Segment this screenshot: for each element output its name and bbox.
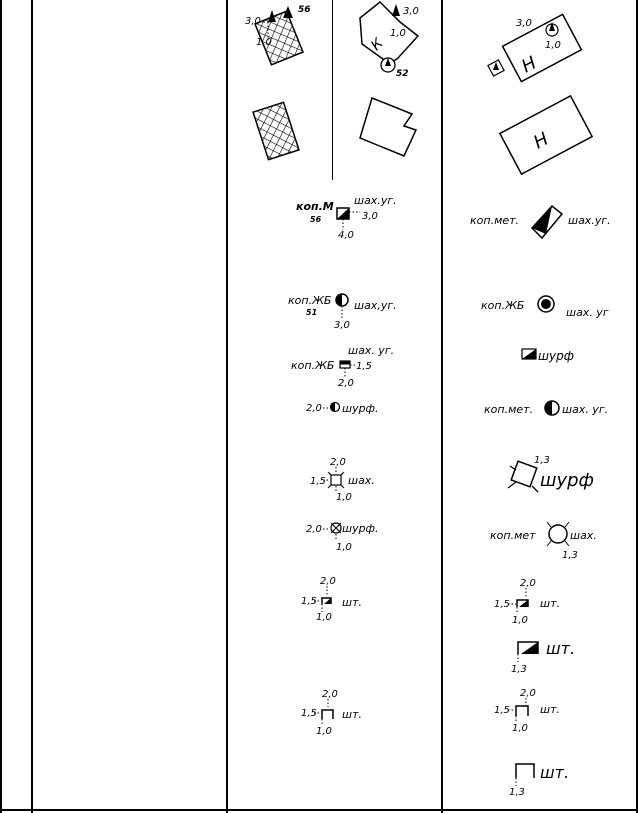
shah-square	[310, 457, 375, 503]
dim-mid: 1,0	[545, 40, 561, 51]
bottom: 1,0	[512, 723, 528, 734]
shaft-jb-symbol-3	[481, 296, 609, 319]
right: шурф.	[342, 402, 379, 415]
bottom: 1,0	[336, 542, 352, 553]
hatched-building-mine	[245, 5, 311, 65]
shaft-jb-half	[291, 344, 394, 389]
top: 2,0	[322, 689, 338, 700]
top: 2,0	[320, 576, 336, 587]
sht-empty-large	[509, 763, 569, 798]
right: шах. уг.	[348, 344, 395, 357]
shurf-symbol	[522, 349, 574, 363]
right: шт.	[546, 639, 576, 658]
building-n-mine	[488, 14, 582, 81]
right: шт.	[540, 597, 560, 610]
letter: К	[368, 35, 387, 54]
shurf-symbol-2	[306, 402, 378, 415]
bottom: 1,3	[562, 550, 578, 561]
gap2: 4,0	[338, 230, 354, 241]
label: коп.мет	[490, 529, 536, 542]
hatched-building	[253, 102, 299, 159]
top: 2,0	[520, 688, 536, 699]
bottom: 1,0	[316, 612, 332, 623]
g1: 1,5	[356, 361, 372, 372]
sht-filled-3	[494, 578, 560, 626]
bottom: 1,0	[336, 492, 352, 503]
bottom: 1,3	[509, 787, 525, 798]
sht-empty-3	[494, 688, 560, 734]
label: коп.М	[296, 200, 334, 213]
gap: 3,0	[334, 320, 350, 331]
dim-top: 3,0	[403, 6, 419, 17]
shaft-jb-symbol	[288, 294, 397, 331]
label: коп.мет.	[484, 403, 534, 416]
top: 2,0	[330, 457, 346, 468]
right: шах,уг.	[354, 299, 397, 312]
bottom: 1,0	[316, 726, 332, 737]
label: коп.мет.	[470, 214, 520, 227]
shurf-cross	[306, 522, 378, 553]
dim-left: 1,0	[256, 37, 272, 48]
right: шт.	[342, 596, 362, 609]
dim-top: 3,0	[516, 18, 532, 29]
right: шт.	[342, 708, 362, 721]
right: шт.	[540, 763, 570, 782]
num: 52	[396, 69, 409, 79]
top: 2,0	[520, 578, 536, 589]
letter: Н	[530, 128, 553, 154]
shaft-met-symbol	[470, 206, 611, 238]
g2: 2,0	[338, 378, 354, 389]
top: 1,3	[534, 455, 550, 466]
bottom: 1,3	[511, 664, 527, 675]
left: 1,5	[494, 705, 510, 716]
shaft-met-half	[484, 401, 608, 416]
right: шах.уг.	[568, 214, 611, 227]
left: 1,5	[494, 599, 510, 610]
right: шах. уг.	[562, 403, 609, 416]
right: шурф.	[342, 522, 379, 535]
sht-empty	[301, 689, 362, 737]
building-k-mine	[360, 2, 419, 79]
right: шах.уг.	[354, 194, 397, 207]
num: 56	[310, 215, 322, 224]
num: 51	[306, 308, 318, 317]
label: коп.ЖБ	[288, 294, 332, 307]
bottom: 1,0	[512, 615, 528, 626]
dim-top: 3,0	[245, 16, 261, 27]
shaft-m-symbol	[296, 194, 397, 241]
left: 1,5	[310, 476, 326, 487]
shah-met-circle	[490, 522, 597, 561]
gap1: 3,0	[362, 211, 378, 222]
right: шах.	[348, 474, 375, 487]
dim-mid: 1,0	[390, 28, 406, 39]
left: 2,0	[306, 403, 322, 414]
right: шурф	[538, 349, 574, 363]
letter: Н	[518, 52, 541, 78]
left: 2,0	[306, 524, 322, 535]
sht-filled-large	[511, 639, 575, 675]
sht-filled	[301, 576, 362, 623]
left: 1,5	[301, 596, 317, 607]
right: шах. уг	[566, 306, 609, 319]
right: шурф	[540, 470, 594, 491]
label: коп.ЖБ	[291, 359, 335, 372]
left: 1,5	[301, 708, 317, 719]
shurf-square	[508, 455, 594, 492]
right: шт.	[540, 703, 560, 716]
label: коп.ЖБ	[481, 299, 525, 312]
building-notched	[360, 98, 416, 156]
num: 56	[298, 5, 311, 15]
right: шах.	[570, 529, 597, 542]
building-n	[500, 96, 592, 174]
